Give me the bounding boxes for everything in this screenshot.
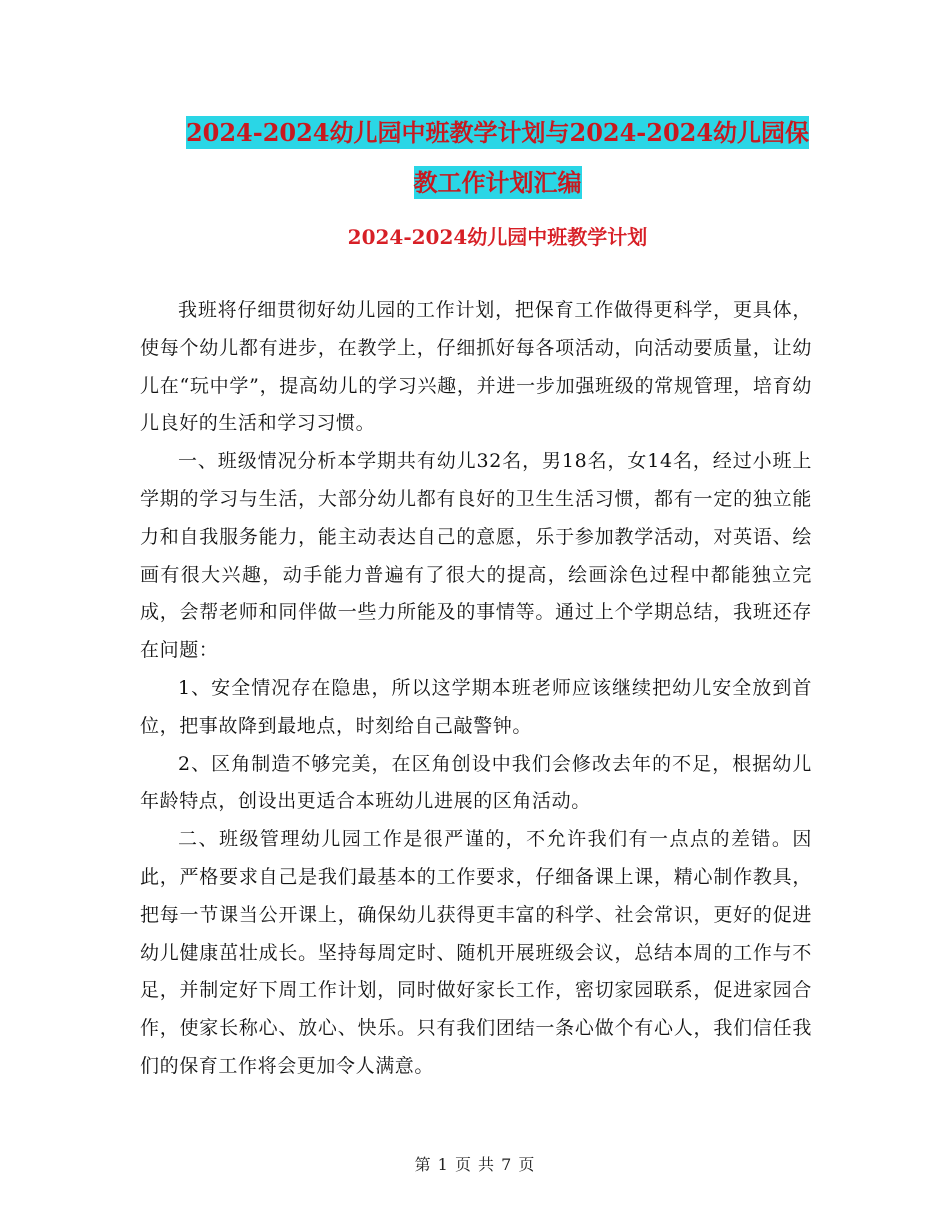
section-title: 2024-2024幼儿园中班教学计划 bbox=[347, 225, 648, 249]
paragraph-intro: 我班将仔细贯彻好幼儿园的工作计划，把保育工作做得更科学，更具体，使每个幼儿都有进步，在教学上，仔细抓好每各项活动，向活动要质量，让幼儿在“玩中学”，提高幼儿的学习兴趣，并进一步加强班级的常规管理，培育幼儿良好的生活和学习习惯。 bbox=[140, 299, 812, 435]
paragraph-issue-1: 1、安全情况存在隐患，所以这学期本班老师应该继续把幼儿安全放到首位，把事故降到最地点，时刻给自己敲警钟。 bbox=[140, 676, 812, 737]
paragraph-class-management: 二、班级管理幼儿园工作是很严谨的，不允许我们有一点点的差错。因此，严格要求自己是我们最基本的工作要求，仔细备课上课，精心制作教具，把每一节课当公开课上，确保幼儿获得更丰富的科学、社会常识，更好的促进幼儿健康茁壮成长。坚持每周定时、随机开展班级会议，总结本周的工作与不足，并制定好下周工作计划，同时做好家长工作，密切家园联系，促进家园合作，使家长称心、放心、快乐。只有我们团结一条心做个有心人，我们信任我们的保育工作将会更加令人满意。 bbox=[140, 828, 812, 1077]
document-title-line-1: 2024-2024幼儿园中班教学计划与2024-2024幼儿园保 bbox=[185, 118, 810, 147]
document-title-line-2: 教工作计划汇编 bbox=[413, 168, 582, 197]
document-title bbox=[140, 108, 855, 208]
paragraph-issue-2: 2、区角制造不够完美，在区角创设中我们会修改去年的不足，根据幼儿年龄特点，创设出更适合本班幼儿进展的区角活动。 bbox=[140, 752, 812, 813]
document-body bbox=[140, 292, 812, 1086]
page-footer: 第 1 页 共 7 页 bbox=[414, 1155, 536, 1174]
paragraph-class-analysis: 一、班级情况分析本学期共有幼儿32名，男18名，女14名，经过小班上学期的学习与生活，大部分幼儿都有良好的卫生生活习惯，都有一定的独立能力和自我服务能力，能主动表达自己的意愿，乐于参加教学活动，对英语、绘画有很大兴趣，动手能力普遍有了很大的提高，绘画涂色过程中都能独立完成，会帮老师和同伴做一些力所能及的事情等。通过上个学期总结，我班还存在问题： bbox=[140, 450, 812, 662]
